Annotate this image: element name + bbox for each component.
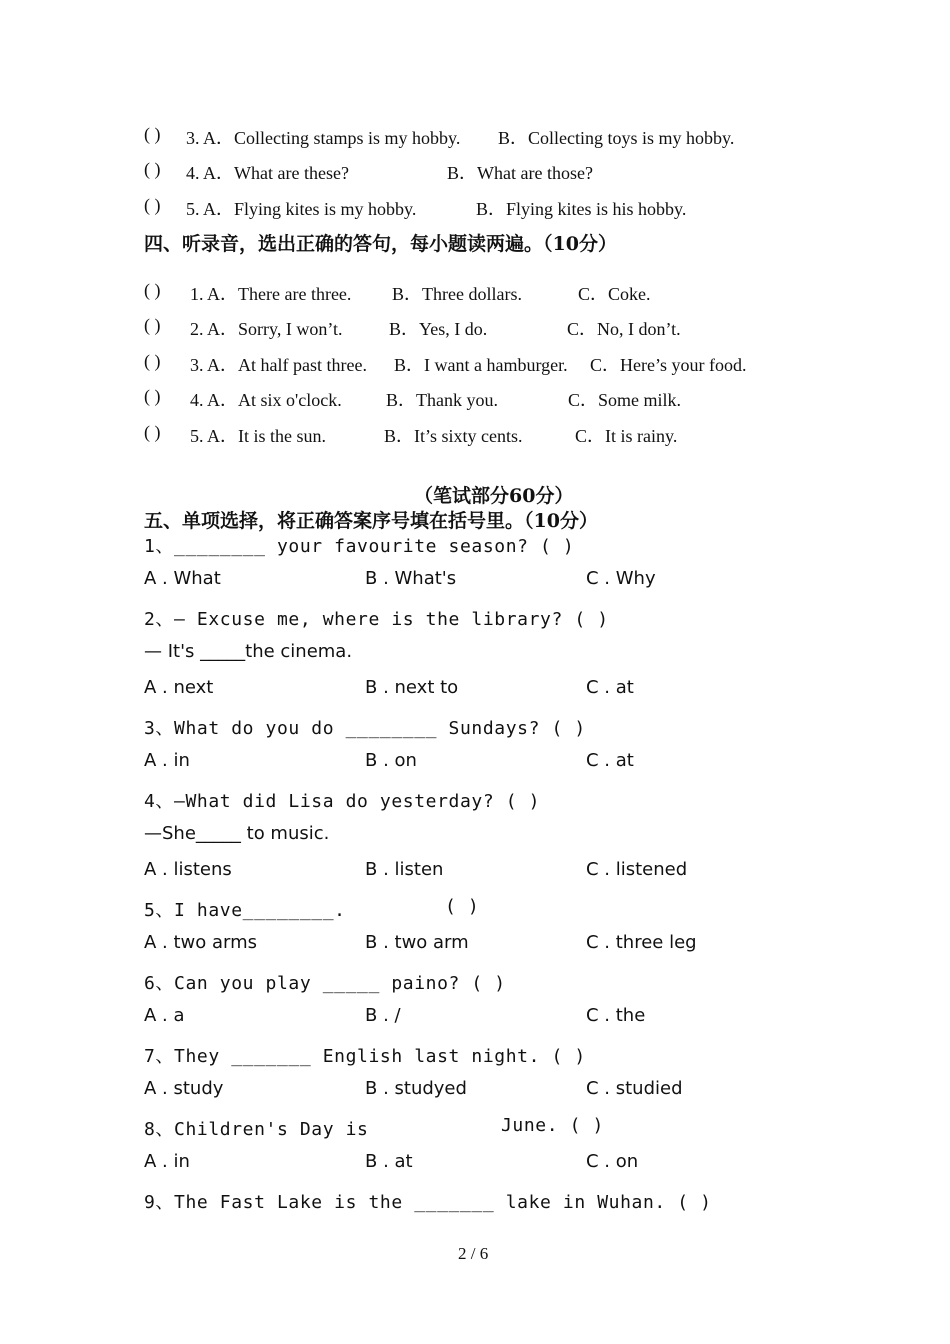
question-stem: 9、The Fast Lake is the _______ lake in Wuhan. ( ) [144,1192,712,1213]
question-stem: 6、Can you play _____ paino? ( ) [144,973,506,994]
question-stem: 5、I have________. [144,900,346,921]
question-stem: 1、________ your favourite season? ( ) [144,536,575,557]
option-b: B．It’s sixty cents. [384,426,523,446]
option-b: B . at [365,1151,413,1172]
option-a: A . study [144,1078,224,1099]
section-5-heading: 五、单项选择，将正确答案序号填在括号里。（10分） [144,510,598,532]
option-a: A . listens [144,859,232,880]
answer-paren: ( ) [144,386,161,406]
option-b: B . / [365,1005,401,1026]
question-response: —She_____ to music. [144,823,330,844]
option-b: B．Yes, I do. [389,319,488,339]
option-b: B．Collecting toys is my hobby. [498,128,735,148]
option-a: 5. A．Flying kites is my hobby. [186,199,417,219]
option-c: C．Here’s your food. [590,355,747,375]
answer-paren: ( ) [144,351,161,371]
option-b: B．What are those? [447,163,593,183]
option-b: B．Thank you. [386,390,498,410]
option-c: C . Why [586,568,656,589]
option-c: C . three leg [586,932,697,953]
question-stem: 7、They _______ English last night. ( ) [144,1046,586,1067]
option-b: B．I want a hamburger. [394,355,568,375]
option-b: B . studyed [365,1078,467,1099]
option-a: A . in [144,750,190,771]
question-stem-tail: June. ( ) [501,1115,604,1136]
option-c: C．Coke. [578,284,651,304]
option-a: 4. A．What are these? [186,163,349,183]
option-c: C . listened [586,859,688,880]
option-c: C . at [586,750,634,771]
option-c: C．It is rainy. [575,426,678,446]
question-stem: 2、— Excuse me, where is the library? ( ) [144,609,609,630]
option-c: C．Some milk. [568,390,682,410]
option-b: B . two arm [365,932,469,953]
answer-paren: ( ) [144,159,161,179]
option-b: B．Flying kites is his hobby. [476,199,687,219]
option-a: 5. A．It is the sun. [190,426,327,446]
option-b: B . What's [365,568,457,589]
option-b: B . listen [365,859,444,880]
option-a: A . two arms [144,932,258,953]
answer-paren: ( ) [445,896,480,917]
option-c: C．No, I don’t. [567,319,681,339]
option-a: 3. A．At half past three. [190,355,367,375]
written-part-title: （笔试部分60分） [414,485,574,507]
option-a: 2. A．Sorry, I won’t. [190,319,343,339]
page-number: 2 / 6 [458,1244,489,1263]
option-a: A . next [144,677,214,698]
option-b: B．Three dollars. [392,284,522,304]
option-c: C . studied [586,1078,683,1099]
question-stem: 8、Children's Day is [144,1119,369,1140]
option-a: A . in [144,1151,190,1172]
option-c: C . at [586,677,634,698]
option-a: 3. A．Collecting stamps is my hobby. [186,128,461,148]
answer-paren: ( ) [144,280,161,300]
section-4-heading: 四、听录音，选出正确的答句，每小题读两遍。（10分） [144,233,617,255]
question-stem: 3、What do you do ________ Sundays? ( ) [144,718,586,739]
option-a: A . a [144,1005,185,1026]
option-b: B . on [365,750,417,771]
option-a: 4. A．At six o'clock. [190,390,342,410]
option-c: C . on [586,1151,639,1172]
answer-paren: ( ) [144,422,161,442]
answer-paren: ( ) [144,124,161,144]
option-a: A . What [144,568,221,589]
question-response: — It's _____the cinema. [144,641,353,662]
answer-paren: ( ) [144,195,161,215]
option-c: C . the [586,1005,646,1026]
question-stem: 4、—What did Lisa do yesterday? ( ) [144,791,541,812]
option-b: B . next to [365,677,459,698]
answer-paren: ( ) [144,315,161,335]
option-a: 1. A．There are three. [190,284,352,304]
